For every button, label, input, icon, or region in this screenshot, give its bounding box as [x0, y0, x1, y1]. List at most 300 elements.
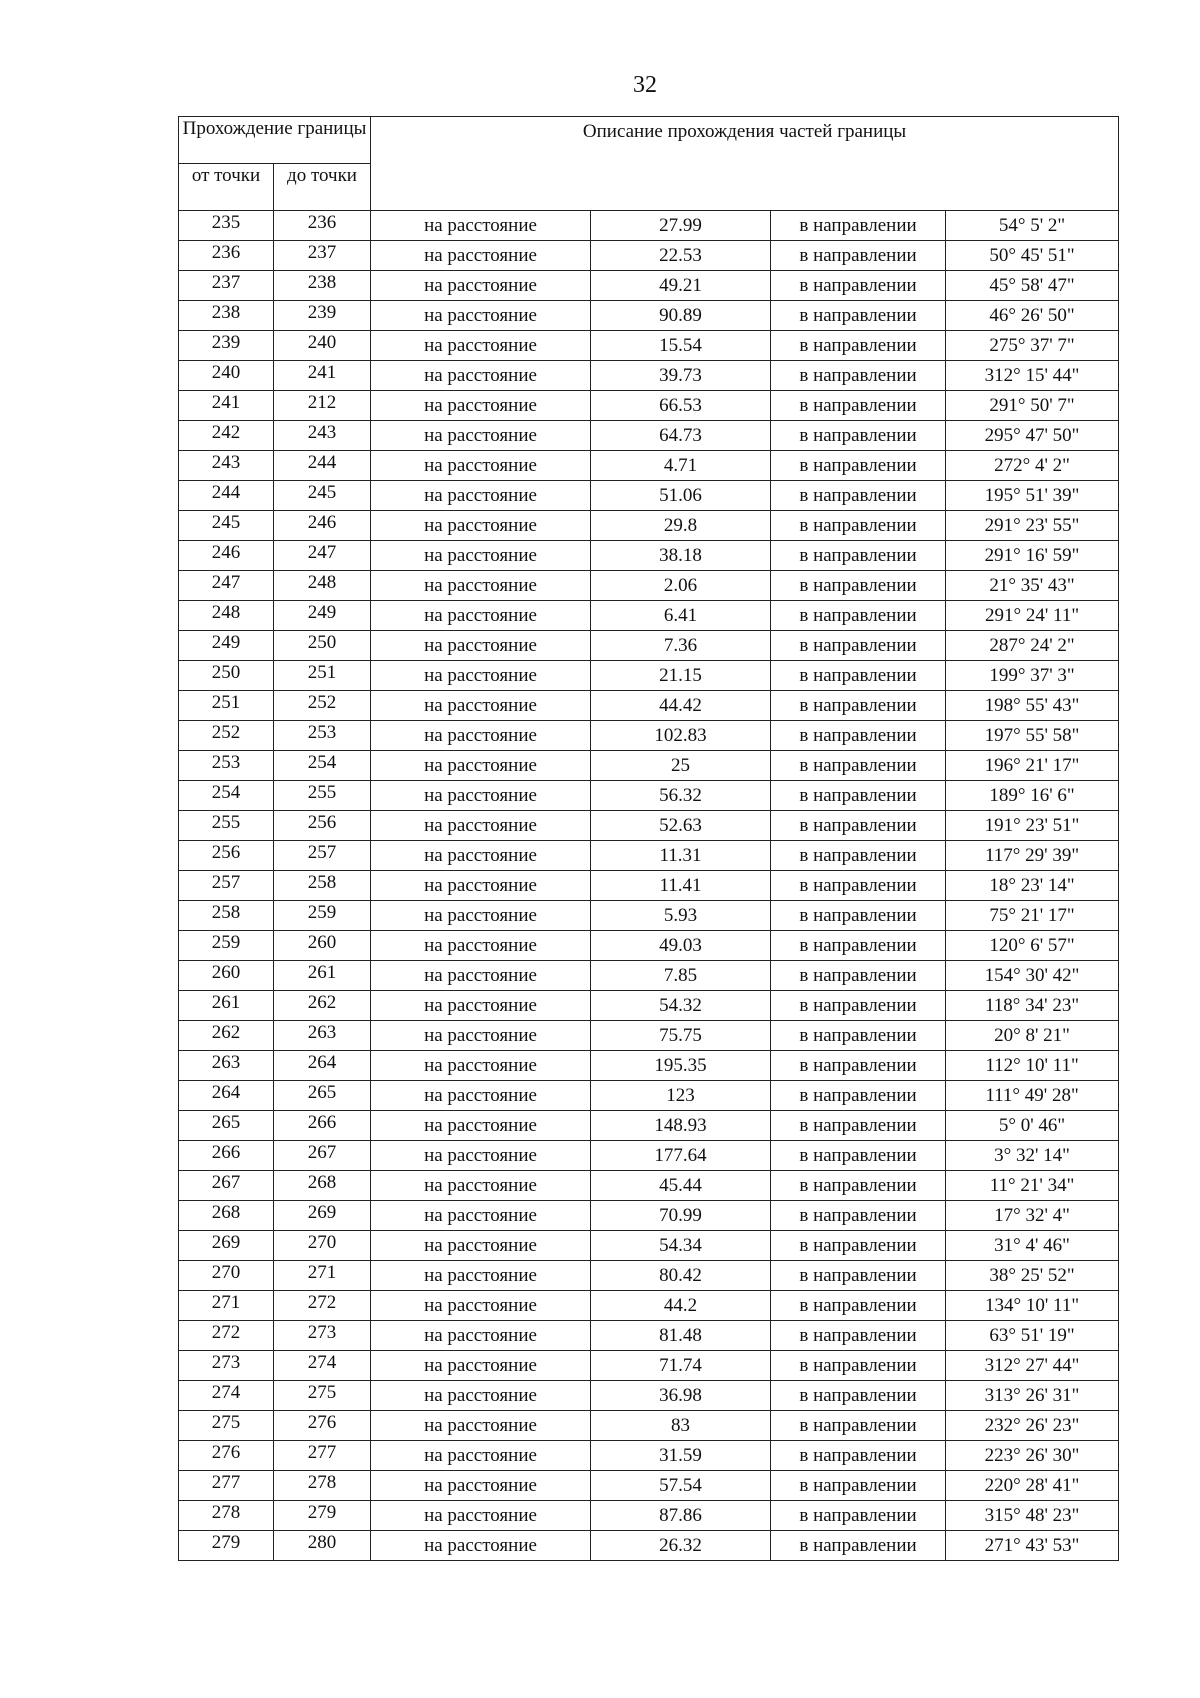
direction-value-cell: 31° 4' 46" [946, 1231, 1119, 1261]
distance-value-cell: 80.42 [591, 1261, 771, 1291]
to-point-cell: 212 [274, 391, 371, 421]
direction-label-cell: в направлении [771, 1381, 946, 1411]
distance-value-cell: 87.86 [591, 1501, 771, 1531]
table-row [179, 841, 1119, 871]
distance-value-cell: 123 [591, 1081, 771, 1111]
distance-value-cell: 52.63 [591, 811, 771, 841]
distance-value-cell: 22.53 [591, 241, 771, 271]
from-point-cell: 268 [179, 1201, 274, 1231]
distance-value-cell: 56.32 [591, 781, 771, 811]
direction-label-cell: в направлении [771, 721, 946, 751]
distance-value-cell: 36.98 [591, 1381, 771, 1411]
distance-value-cell: 71.74 [591, 1351, 771, 1381]
table-row [179, 661, 1119, 691]
from-point-cell: 237 [179, 271, 274, 301]
distance-label-cell: на расстояние [371, 691, 591, 721]
to-point-cell: 255 [274, 781, 371, 811]
direction-value-cell: 271° 43' 53" [946, 1531, 1119, 1561]
distance-value-cell: 90.89 [591, 301, 771, 331]
distance-label-cell: на расстояние [371, 1471, 591, 1501]
direction-label-cell: в направлении [771, 571, 946, 601]
distance-value-cell: 7.85 [591, 961, 771, 991]
table-row [179, 691, 1119, 721]
distance-label-cell: на расстояние [371, 1351, 591, 1381]
table-row [179, 301, 1119, 331]
from-point-cell: 275 [179, 1411, 274, 1441]
table-row [179, 931, 1119, 961]
from-point-cell: 236 [179, 241, 274, 271]
direction-label-cell: в направлении [771, 541, 946, 571]
distance-label-cell: на расстояние [371, 271, 591, 301]
to-point-cell: 262 [274, 991, 371, 1021]
from-point-cell: 249 [179, 631, 274, 661]
direction-value-cell: 197° 55' 58" [946, 721, 1119, 751]
to-point-cell: 272 [274, 1291, 371, 1321]
to-point-cell: 240 [274, 331, 371, 361]
from-point-cell: 273 [179, 1351, 274, 1381]
to-point-cell: 247 [274, 541, 371, 571]
direction-label-cell: в направлении [771, 211, 946, 241]
from-point-cell: 269 [179, 1231, 274, 1261]
from-point-cell: 267 [179, 1171, 274, 1201]
direction-value-cell: 45° 58' 47" [946, 271, 1119, 301]
table-row [179, 1261, 1119, 1291]
to-point-cell: 270 [274, 1231, 371, 1261]
distance-label-cell: на расстояние [371, 901, 591, 931]
from-point-cell: 270 [179, 1261, 274, 1291]
direction-value-cell: 63° 51' 19" [946, 1321, 1119, 1351]
distance-value-cell: 51.06 [591, 481, 771, 511]
direction-value-cell: 196° 21' 17" [946, 751, 1119, 781]
direction-label-cell: в направлении [771, 751, 946, 781]
direction-value-cell: 312° 15' 44" [946, 361, 1119, 391]
from-point-cell: 235 [179, 211, 274, 241]
direction-label-cell: в направлении [771, 901, 946, 931]
distance-label-cell: на расстояние [371, 1411, 591, 1441]
distance-label-cell: на расстояние [371, 1051, 591, 1081]
distance-label-cell: на расстояние [371, 1381, 591, 1411]
distance-label-cell: на расстояние [371, 931, 591, 961]
from-point-cell: 263 [179, 1051, 274, 1081]
distance-label-cell: на расстояние [371, 1441, 591, 1471]
table-row [179, 421, 1119, 451]
direction-value-cell: 18° 23' 14" [946, 871, 1119, 901]
table-row [179, 1201, 1119, 1231]
direction-value-cell: 120° 6' 57" [946, 931, 1119, 961]
distance-label-cell: на расстояние [371, 241, 591, 271]
table-row [179, 331, 1119, 361]
from-point-cell: 261 [179, 991, 274, 1021]
direction-label-cell: в направлении [771, 1051, 946, 1081]
direction-value-cell: 20° 8' 21" [946, 1021, 1119, 1051]
distance-value-cell: 75.75 [591, 1021, 771, 1051]
table-row [179, 391, 1119, 421]
from-point-cell: 258 [179, 901, 274, 931]
distance-label-cell: на расстояние [371, 751, 591, 781]
to-point-cell: 238 [274, 271, 371, 301]
distance-label-cell: на расстояние [371, 1171, 591, 1201]
to-point-cell: 275 [274, 1381, 371, 1411]
table-row [179, 901, 1119, 931]
to-point-cell: 245 [274, 481, 371, 511]
to-point-cell: 237 [274, 241, 371, 271]
table-row [179, 1021, 1119, 1051]
distance-value-cell: 45.44 [591, 1171, 771, 1201]
distance-label-cell: на расстояние [371, 301, 591, 331]
to-point-cell: 243 [274, 421, 371, 451]
distance-label-cell: на расстояние [371, 451, 591, 481]
to-point-cell: 264 [274, 1051, 371, 1081]
to-point-cell: 253 [274, 721, 371, 751]
direction-label-cell: в направлении [771, 961, 946, 991]
direction-label-cell: в направлении [771, 1411, 946, 1441]
direction-label-cell: в направлении [771, 1261, 946, 1291]
direction-value-cell: 111° 49' 28" [946, 1081, 1119, 1111]
direction-value-cell: 232° 26' 23" [946, 1411, 1119, 1441]
direction-label-cell: в направлении [771, 361, 946, 391]
from-point-cell: 256 [179, 841, 274, 871]
distance-value-cell: 64.73 [591, 421, 771, 451]
table-row [179, 751, 1119, 781]
table-row [179, 811, 1119, 841]
distance-value-cell: 44.2 [591, 1291, 771, 1321]
distance-label-cell: на расстояние [371, 1231, 591, 1261]
table-row [179, 511, 1119, 541]
to-point-cell: 250 [274, 631, 371, 661]
direction-label-cell: в направлении [771, 1441, 946, 1471]
direction-value-cell: 291° 16' 59" [946, 541, 1119, 571]
direction-value-cell: 112° 10' 11" [946, 1051, 1119, 1081]
direction-value-cell: 291° 50' 7" [946, 391, 1119, 421]
table-row [179, 1231, 1119, 1261]
table-row [179, 361, 1119, 391]
distance-label-cell: на расстояние [371, 631, 591, 661]
direction-value-cell: 21° 35' 43" [946, 571, 1119, 601]
header-to-point: до точки [274, 164, 371, 211]
to-point-cell: 278 [274, 1471, 371, 1501]
distance-label-cell: на расстояние [371, 1531, 591, 1561]
header-passage: Прохождение границы [179, 117, 371, 164]
direction-value-cell: 5° 0' 46" [946, 1111, 1119, 1141]
from-point-cell: 259 [179, 931, 274, 961]
table-row [179, 1531, 1119, 1561]
distance-label-cell: на расстояние [371, 961, 591, 991]
table-row [179, 601, 1119, 631]
boundary-table [178, 116, 1119, 1561]
to-point-cell: 280 [274, 1531, 371, 1561]
table-row [179, 1171, 1119, 1201]
table-row [179, 871, 1119, 901]
distance-value-cell: 102.83 [591, 721, 771, 751]
to-point-cell: 279 [274, 1501, 371, 1531]
distance-value-cell: 25 [591, 751, 771, 781]
distance-label-cell: на расстояние [371, 1021, 591, 1051]
distance-label-cell: на расстояние [371, 421, 591, 451]
direction-value-cell: 17° 32' 4" [946, 1201, 1119, 1231]
direction-value-cell: 223° 26' 30" [946, 1441, 1119, 1471]
to-point-cell: 266 [274, 1111, 371, 1141]
distance-value-cell: 6.41 [591, 601, 771, 631]
from-point-cell: 251 [179, 691, 274, 721]
to-point-cell: 271 [274, 1261, 371, 1291]
from-point-cell: 238 [179, 301, 274, 331]
table-row [179, 961, 1119, 991]
distance-value-cell: 21.15 [591, 661, 771, 691]
direction-label-cell: в направлении [771, 331, 946, 361]
direction-value-cell: 295° 47' 50" [946, 421, 1119, 451]
distance-value-cell: 70.99 [591, 1201, 771, 1231]
direction-value-cell: 275° 37' 7" [946, 331, 1119, 361]
direction-label-cell: в направлении [771, 1471, 946, 1501]
to-point-cell: 265 [274, 1081, 371, 1111]
table-row [179, 1471, 1119, 1501]
direction-label-cell: в направлении [771, 871, 946, 901]
direction-label-cell: в направлении [771, 1321, 946, 1351]
direction-label-cell: в направлении [771, 421, 946, 451]
direction-label-cell: в направлении [771, 931, 946, 961]
direction-label-cell: в направлении [771, 301, 946, 331]
from-point-cell: 242 [179, 421, 274, 451]
distance-label-cell: на расстояние [371, 481, 591, 511]
direction-label-cell: в направлении [771, 1351, 946, 1381]
direction-value-cell: 3° 32' 14" [946, 1141, 1119, 1171]
header-description: Описание прохождения частей границы [371, 117, 1119, 211]
from-point-cell: 253 [179, 751, 274, 781]
table-row [179, 481, 1119, 511]
direction-value-cell: 287° 24' 2" [946, 631, 1119, 661]
from-point-cell: 239 [179, 331, 274, 361]
distance-value-cell: 5.93 [591, 901, 771, 931]
direction-value-cell: 191° 23' 51" [946, 811, 1119, 841]
table-row [179, 1441, 1119, 1471]
direction-label-cell: в направлении [771, 1201, 946, 1231]
table-row [179, 1291, 1119, 1321]
from-point-cell: 240 [179, 361, 274, 391]
from-point-cell: 266 [179, 1141, 274, 1171]
distance-value-cell: 54.32 [591, 991, 771, 1021]
to-point-cell: 263 [274, 1021, 371, 1051]
distance-value-cell: 15.54 [591, 331, 771, 361]
from-point-cell: 265 [179, 1111, 274, 1141]
to-point-cell: 251 [274, 661, 371, 691]
from-point-cell: 245 [179, 511, 274, 541]
table-row [179, 241, 1119, 271]
to-point-cell: 259 [274, 901, 371, 931]
direction-value-cell: 75° 21' 17" [946, 901, 1119, 931]
distance-value-cell: 11.41 [591, 871, 771, 901]
table-row [179, 1321, 1119, 1351]
direction-label-cell: в направлении [771, 1291, 946, 1321]
table-row [179, 1141, 1119, 1171]
direction-label-cell: в направлении [771, 1081, 946, 1111]
distance-label-cell: на расстояние [371, 541, 591, 571]
direction-label-cell: в направлении [771, 391, 946, 421]
distance-value-cell: 29.8 [591, 511, 771, 541]
direction-value-cell: 195° 51' 39" [946, 481, 1119, 511]
table-row [179, 1051, 1119, 1081]
direction-label-cell: в направлении [771, 511, 946, 541]
from-point-cell: 246 [179, 541, 274, 571]
from-point-cell: 250 [179, 661, 274, 691]
to-point-cell: 239 [274, 301, 371, 331]
direction-label-cell: в направлении [771, 1171, 946, 1201]
to-point-cell: 260 [274, 931, 371, 961]
direction-label-cell: в направлении [771, 841, 946, 871]
distance-label-cell: на расстояние [371, 1501, 591, 1531]
direction-value-cell: 220° 28' 41" [946, 1471, 1119, 1501]
to-point-cell: 268 [274, 1171, 371, 1201]
distance-value-cell: 2.06 [591, 571, 771, 601]
distance-value-cell: 148.93 [591, 1111, 771, 1141]
table-row [179, 541, 1119, 571]
distance-label-cell: на расстояние [371, 1141, 591, 1171]
distance-label-cell: на расстояние [371, 1111, 591, 1141]
distance-value-cell: 31.59 [591, 1441, 771, 1471]
direction-label-cell: в направлении [771, 631, 946, 661]
table-row [179, 781, 1119, 811]
direction-label-cell: в направлении [771, 1231, 946, 1261]
to-point-cell: 254 [274, 751, 371, 781]
distance-value-cell: 177.64 [591, 1141, 771, 1171]
direction-label-cell: в направлении [771, 481, 946, 511]
to-point-cell: 252 [274, 691, 371, 721]
from-point-cell: 278 [179, 1501, 274, 1531]
from-point-cell: 279 [179, 1531, 274, 1561]
to-point-cell: 236 [274, 211, 371, 241]
table-row [179, 721, 1119, 751]
direction-value-cell: 50° 45' 51" [946, 241, 1119, 271]
from-point-cell: 248 [179, 601, 274, 631]
distance-value-cell: 54.34 [591, 1231, 771, 1261]
direction-value-cell: 117° 29' 39" [946, 841, 1119, 871]
to-point-cell: 269 [274, 1201, 371, 1231]
table-header [179, 117, 1119, 211]
from-point-cell: 255 [179, 811, 274, 841]
from-point-cell: 243 [179, 451, 274, 481]
to-point-cell: 241 [274, 361, 371, 391]
distance-value-cell: 66.53 [591, 391, 771, 421]
distance-label-cell: на расстояние [371, 511, 591, 541]
to-point-cell: 244 [274, 451, 371, 481]
from-point-cell: 260 [179, 961, 274, 991]
to-point-cell: 273 [274, 1321, 371, 1351]
to-point-cell: 248 [274, 571, 371, 601]
distance-label-cell: на расстояние [371, 991, 591, 1021]
distance-label-cell: на расстояние [371, 841, 591, 871]
direction-value-cell: 46° 26' 50" [946, 301, 1119, 331]
to-point-cell: 261 [274, 961, 371, 991]
distance-value-cell: 44.42 [591, 691, 771, 721]
table-row [179, 451, 1119, 481]
to-point-cell: 257 [274, 841, 371, 871]
direction-label-cell: в направлении [771, 811, 946, 841]
distance-value-cell: 49.03 [591, 931, 771, 961]
to-point-cell: 256 [274, 811, 371, 841]
direction-value-cell: 134° 10' 11" [946, 1291, 1119, 1321]
distance-value-cell: 39.73 [591, 361, 771, 391]
from-point-cell: 274 [179, 1381, 274, 1411]
from-point-cell: 276 [179, 1441, 274, 1471]
direction-label-cell: в направлении [771, 991, 946, 1021]
direction-value-cell: 118° 34' 23" [946, 991, 1119, 1021]
direction-value-cell: 291° 23' 55" [946, 511, 1119, 541]
distance-label-cell: на расстояние [371, 1081, 591, 1111]
from-point-cell: 254 [179, 781, 274, 811]
direction-value-cell: 198° 55' 43" [946, 691, 1119, 721]
to-point-cell: 276 [274, 1411, 371, 1441]
from-point-cell: 262 [179, 1021, 274, 1051]
direction-value-cell: 38° 25' 52" [946, 1261, 1119, 1291]
direction-label-cell: в направлении [771, 1501, 946, 1531]
table-row [179, 1381, 1119, 1411]
direction-label-cell: в направлении [771, 451, 946, 481]
table-row [179, 271, 1119, 301]
distance-label-cell: на расстояние [371, 361, 591, 391]
distance-value-cell: 7.36 [591, 631, 771, 661]
distance-label-cell: на расстояние [371, 601, 591, 631]
to-point-cell: 267 [274, 1141, 371, 1171]
distance-value-cell: 4.71 [591, 451, 771, 481]
distance-value-cell: 83 [591, 1411, 771, 1441]
table-row [179, 1351, 1119, 1381]
distance-label-cell: на расстояние [371, 721, 591, 751]
distance-label-cell: на расстояние [371, 211, 591, 241]
table-row [179, 991, 1119, 1021]
direction-value-cell: 11° 21' 34" [946, 1171, 1119, 1201]
to-point-cell: 249 [274, 601, 371, 631]
table-row [179, 571, 1119, 601]
direction-value-cell: 54° 5' 2" [946, 211, 1119, 241]
distance-label-cell: на расстояние [371, 661, 591, 691]
from-point-cell: 277 [179, 1471, 274, 1501]
direction-label-cell: в направлении [771, 1531, 946, 1561]
from-point-cell: 271 [179, 1291, 274, 1321]
from-point-cell: 252 [179, 721, 274, 751]
direction-label-cell: в направлении [771, 1141, 946, 1171]
distance-value-cell: 195.35 [591, 1051, 771, 1081]
direction-label-cell: в направлении [771, 1111, 946, 1141]
distance-label-cell: на расстояние [371, 781, 591, 811]
header-from-point: от точки [179, 164, 274, 211]
distance-label-cell: на расстояние [371, 811, 591, 841]
from-point-cell: 241 [179, 391, 274, 421]
distance-label-cell: на расстояние [371, 871, 591, 901]
distance-label-cell: на расстояние [371, 1291, 591, 1321]
direction-value-cell: 315° 48' 23" [946, 1501, 1119, 1531]
table-row [179, 1111, 1119, 1141]
distance-label-cell: на расстояние [371, 331, 591, 361]
direction-value-cell: 199° 37' 3" [946, 661, 1119, 691]
table-body [179, 211, 1119, 1561]
distance-value-cell: 26.32 [591, 1531, 771, 1561]
distance-value-cell: 49.21 [591, 271, 771, 301]
direction-label-cell: в направлении [771, 691, 946, 721]
distance-label-cell: на расстояние [371, 1261, 591, 1291]
from-point-cell: 272 [179, 1321, 274, 1351]
table-row [179, 211, 1119, 241]
direction-label-cell: в направлении [771, 601, 946, 631]
distance-label-cell: на расстояние [371, 391, 591, 421]
direction-value-cell: 272° 4' 2" [946, 451, 1119, 481]
table-row [179, 1501, 1119, 1531]
table-row [179, 631, 1119, 661]
to-point-cell: 246 [274, 511, 371, 541]
from-point-cell: 247 [179, 571, 274, 601]
table-row [179, 1411, 1119, 1441]
distance-label-cell: на расстояние [371, 1321, 591, 1351]
distance-value-cell: 11.31 [591, 841, 771, 871]
distance-label-cell: на расстояние [371, 571, 591, 601]
